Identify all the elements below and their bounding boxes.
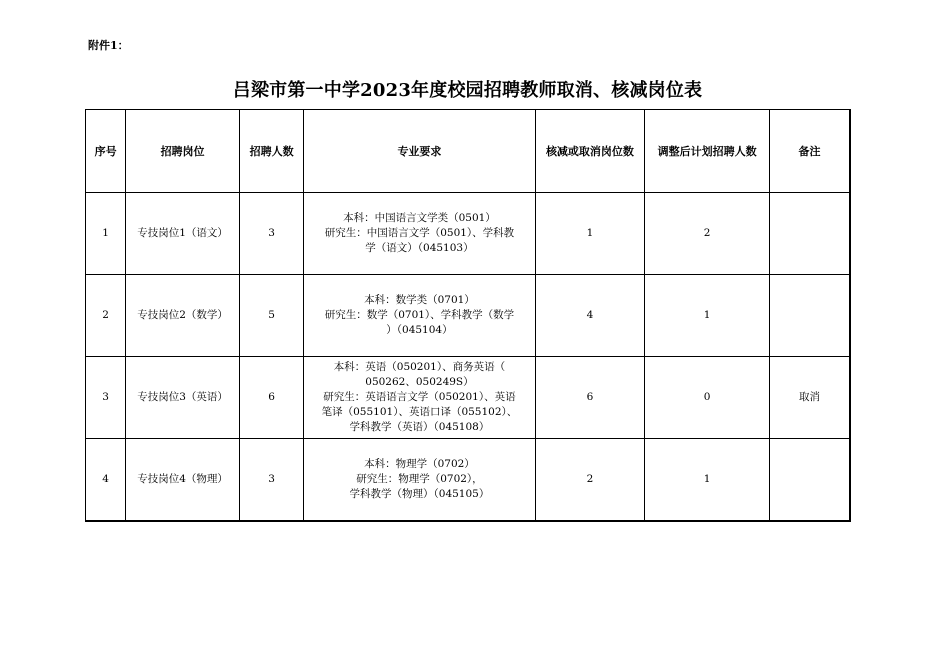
requirement-line: 学科教学（物理）（045105） bbox=[349, 488, 490, 500]
header-note: 备注 bbox=[769, 110, 850, 193]
cell-count: 3 bbox=[239, 193, 303, 275]
cell-position: 专技岗位1（语文） bbox=[126, 193, 240, 275]
requirement-line: 学（语文）（045103） bbox=[365, 242, 474, 254]
requirement-line: 研究生：英语语言文学（050201）、英语 bbox=[323, 391, 516, 403]
cell-note bbox=[769, 193, 850, 275]
cell-adjusted: 2 bbox=[645, 193, 770, 275]
requirement-line: 本科：中国语言文学类（0501） bbox=[343, 212, 496, 224]
positions-table bbox=[85, 109, 851, 522]
requirement-line: ）（045104） bbox=[386, 324, 453, 336]
cell-position: 专技岗位3（英语） bbox=[126, 357, 240, 439]
table-row bbox=[86, 193, 851, 275]
requirement-line: 本科：英语（050201）、商务英语（ bbox=[333, 361, 506, 373]
cell-reduced: 2 bbox=[535, 439, 645, 522]
requirement-line: 笔译（055101）、英语口译（055102）、 bbox=[321, 406, 518, 418]
requirement-line: 050262、050249S） bbox=[365, 376, 474, 388]
cell-adjusted: 1 bbox=[645, 439, 770, 522]
requirement-line: 研究生：中国语言文学（0501）、学科教 bbox=[324, 227, 515, 239]
header-no: 序号 bbox=[86, 110, 126, 193]
header-reduced: 核减或取消岗位数 bbox=[535, 110, 645, 193]
cell-position: 专技岗位4（物理） bbox=[126, 439, 240, 522]
cell-no: 1 bbox=[86, 193, 126, 275]
header-position: 招聘岗位 bbox=[126, 110, 240, 193]
header-adjusted: 调整后计划招聘人数 bbox=[645, 110, 770, 193]
cell-requirement bbox=[304, 439, 535, 522]
cell-requirement bbox=[304, 275, 535, 357]
table-row bbox=[86, 439, 851, 522]
cell-adjusted: 0 bbox=[645, 357, 770, 439]
cell-count: 6 bbox=[239, 357, 303, 439]
cell-reduced: 4 bbox=[535, 275, 645, 357]
requirement-line: 研究生：物理学（0702）， bbox=[356, 473, 483, 485]
header-count: 招聘人数 bbox=[239, 110, 303, 193]
cell-note bbox=[769, 439, 850, 522]
cell-no: 4 bbox=[86, 439, 126, 522]
cell-requirement bbox=[304, 357, 535, 439]
cell-reduced: 6 bbox=[535, 357, 645, 439]
requirement-line: 本科：数学类（0701） bbox=[364, 294, 475, 306]
page-title: 吕梁市第一中学2023年度校园招聘教师取消、核减岗位表 bbox=[232, 80, 703, 101]
table-header-row bbox=[86, 110, 851, 193]
cell-no: 2 bbox=[86, 275, 126, 357]
table-row bbox=[86, 357, 851, 439]
table-row bbox=[86, 275, 851, 357]
cell-no: 3 bbox=[86, 357, 126, 439]
requirement-line: 本科：物理学（0702） bbox=[364, 458, 475, 470]
requirement-line: 研究生：数学（0701）、学科教学（数学 bbox=[324, 309, 515, 321]
header-requirement: 专业要求 bbox=[304, 110, 535, 193]
cell-count: 3 bbox=[239, 439, 303, 522]
cell-requirement bbox=[304, 193, 535, 275]
cell-reduced: 1 bbox=[535, 193, 645, 275]
cell-position: 专技岗位2（数学） bbox=[126, 275, 240, 357]
cell-count: 5 bbox=[239, 275, 303, 357]
cell-adjusted: 1 bbox=[645, 275, 770, 357]
requirement-line: 学科教学（英语）（045108） bbox=[349, 421, 490, 433]
cell-note: 取消 bbox=[769, 357, 850, 439]
attachment-label: 附件1： bbox=[88, 39, 129, 52]
cell-note bbox=[769, 275, 850, 357]
